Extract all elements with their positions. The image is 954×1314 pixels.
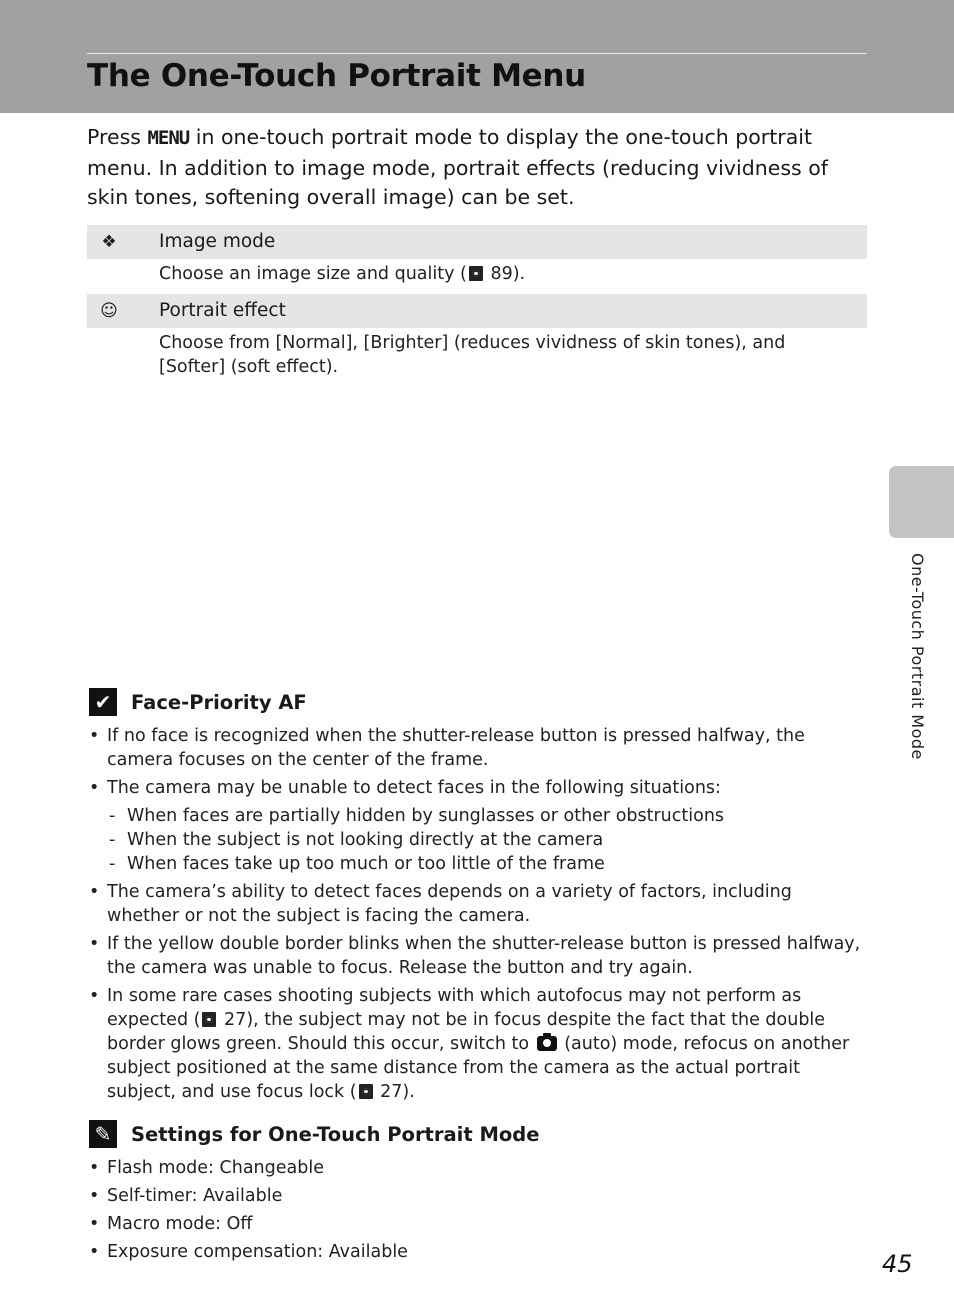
list-item-text: The camera may be unable to detect faces in the following situations:: [107, 778, 721, 798]
intro-after: in one-touch portrait mode to display the one-touch portrait menu. In addition to image mode, portrait effects (reducing vividness of skin tones, softening overall image) can be set.: [87, 125, 828, 209]
sub-list-item: - When faces take up too much or too little of the frame: [107, 852, 867, 876]
list-item: • If the yellow double border blinks when the shutter-release button is pressed halfway, the camera was unable to focus. Release the button and try again.: [87, 932, 867, 980]
face-priority-list: [87, 724, 867, 1108]
sub-list-item: - When faces are partially hidden by sunglasses or other obstructions: [107, 804, 867, 828]
list-item-text: ), the subject may not be in focus despite the fact that the double border glows green. Should this occur, switch to: [107, 1010, 826, 1054]
list-item: • Exposure compensation: Available: [87, 1240, 867, 1264]
list-item: • If no face is recognized when the shutter-release button is pressed halfway, the camera focuses on the center of the frame.: [87, 724, 867, 772]
page-reference-icon: [469, 266, 483, 281]
sub-list-item: - When the subject is not looking directly at the camera: [107, 828, 867, 852]
page-reference-icon: [202, 1012, 216, 1027]
menu-button-icon: MENU: [147, 127, 190, 149]
page-reference: 27: [224, 1010, 247, 1030]
check-note-icon: ✔: [89, 688, 117, 716]
side-tab-label: One-Touch Portrait Mode: [908, 553, 927, 760]
menu-row-description: [87, 259, 867, 294]
list-item-text: ).: [402, 1082, 415, 1102]
menu-row-image-mode: [87, 225, 867, 259]
menu-row-portrait-effect: [87, 294, 867, 328]
image-mode-icon: ❖: [101, 232, 117, 252]
header-band: [0, 0, 954, 113]
list-item: • Macro mode: Off: [87, 1212, 867, 1236]
list-item-text: (auto) mode, refocus on another subject positioned at the same distance from the camera as the actual portrait subject, and use focus lock (: [107, 1034, 850, 1102]
page-reference: 89: [490, 264, 513, 284]
list-item: [87, 984, 867, 1104]
page-reference: 27: [380, 1082, 403, 1102]
menu-row-label: Image mode: [159, 231, 276, 252]
page-title: The One-Touch Portrait Menu: [87, 58, 586, 94]
list-item: • Flash mode: Changeable: [87, 1156, 867, 1180]
list-item-text: In some rare cases shooting subjects with which autofocus may not perform as expected (: [107, 986, 802, 1030]
settings-list: [87, 1156, 867, 1268]
pencil-note-icon: ✎: [89, 1120, 117, 1148]
side-tab: [889, 466, 954, 538]
menu-row-label: Portrait effect: [159, 300, 286, 321]
list-item: [87, 776, 867, 876]
list-item: • Self-timer: Available: [87, 1184, 867, 1208]
portrait-effect-icon: ☺: [100, 301, 118, 321]
face-priority-title: Face-Priority AF: [131, 690, 307, 714]
page-number: 45: [882, 1250, 913, 1278]
intro-paragraph: [87, 123, 872, 213]
desc-text: Choose an image size and quality (: [159, 264, 467, 284]
header-rule: [87, 53, 867, 54]
menu-row-description: Choose from [Normal], [Brighter] (reduces vividness of skin tones), and [Softer] (soft effect).: [159, 333, 786, 377]
face-priority-heading: [89, 688, 307, 716]
auto-mode-camera-icon: [537, 1036, 557, 1051]
desc-text-end: ).: [512, 264, 526, 284]
sub-list: [107, 804, 867, 876]
intro-before: Press: [87, 125, 148, 149]
settings-title: Settings for One-Touch Portrait Mode: [131, 1122, 540, 1146]
list-item: • The camera’s ability to detect faces depends on a variety of factors, including whether or not the subject is facing the camera.: [87, 880, 867, 928]
menu-table: [87, 225, 867, 383]
page-reference-icon: [359, 1084, 373, 1099]
settings-heading: [89, 1120, 539, 1148]
